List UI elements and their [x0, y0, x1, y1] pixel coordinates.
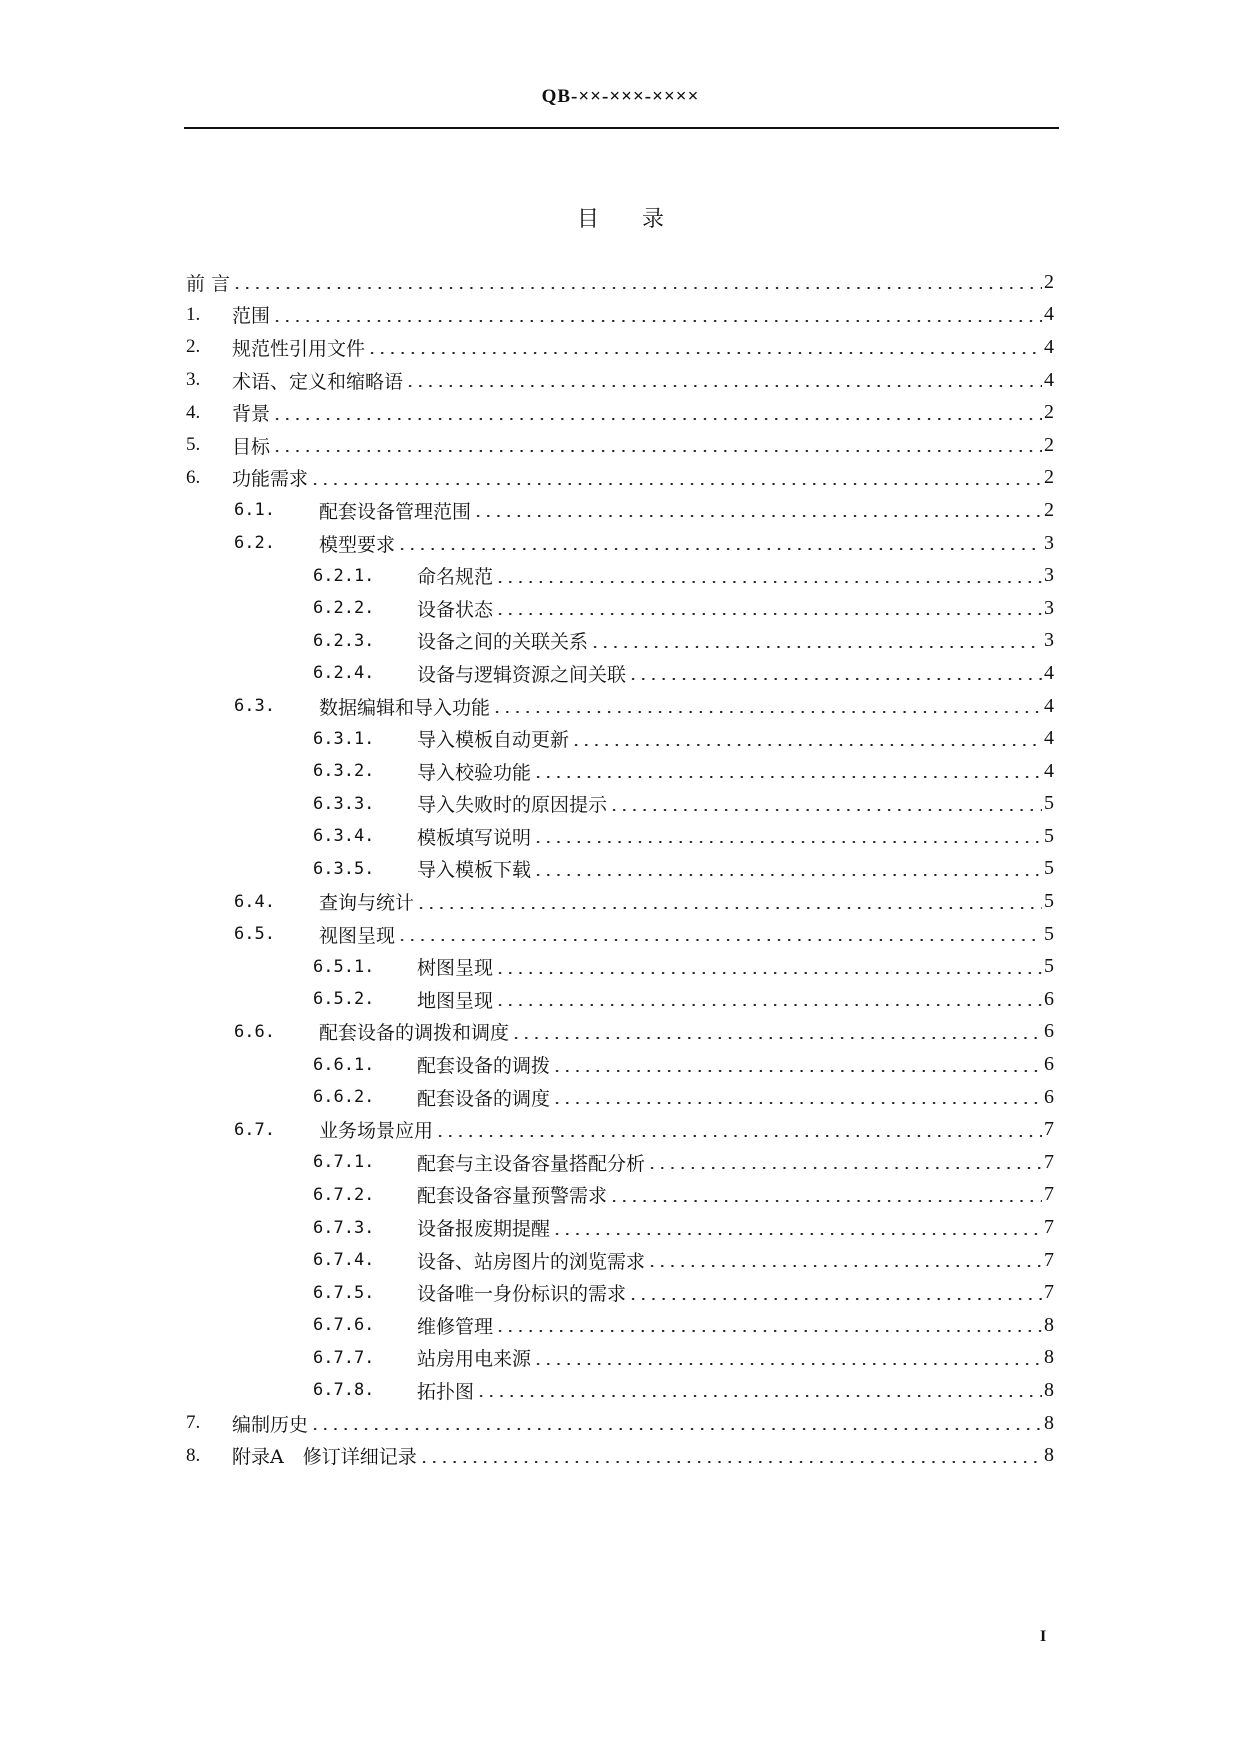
toc-entry-page: 4	[1044, 759, 1054, 782]
toc-dot-leader	[492, 711, 1042, 713]
toc-entry-label: 维修管理	[417, 1315, 494, 1338]
toc-entry-page: 5	[1044, 857, 1054, 880]
toc-entry-page: 8	[1044, 1378, 1054, 1401]
toc-entry-number: 6.5.2.	[313, 989, 375, 1010]
toc-entry-number: 3.	[186, 369, 201, 391]
toc-entry[interactable]	[186, 1016, 1054, 1049]
toc-entry-page: 2	[1044, 433, 1054, 456]
toc-dot-leader	[533, 776, 1042, 778]
toc-entry-page: 5	[1044, 792, 1054, 815]
toc-entry[interactable]	[186, 1081, 1054, 1114]
toc-entry[interactable]	[186, 1276, 1054, 1309]
toc-entry[interactable]	[186, 429, 1054, 462]
toc-dot-leader	[310, 1428, 1042, 1430]
toc-dot-leader	[495, 1004, 1042, 1006]
toc-entry[interactable]	[186, 396, 1054, 429]
toc-entry[interactable]	[186, 559, 1054, 592]
toc-entry-label: 配套设备容量预警需求	[417, 1185, 608, 1208]
toc-entry-number: 6.7.6.	[313, 1315, 375, 1336]
toc-entry-number: 2.	[186, 336, 201, 358]
toc-entry-number: 6.6.2.	[313, 1087, 375, 1108]
toc-entry[interactable]	[186, 1244, 1054, 1277]
toc-entry-label: 业务场景应用	[319, 1120, 434, 1143]
toc-entry-number: 6.7.	[234, 1119, 275, 1140]
toc-entry[interactable]	[186, 527, 1054, 560]
toc-dot-leader	[232, 287, 1042, 289]
toc-entry-page: 6	[1044, 1020, 1054, 1043]
toc-entry-label: 设备唯一身份标识的需求	[417, 1283, 627, 1306]
toc-entry-page: 6	[1044, 1085, 1054, 1108]
toc-dot-leader	[495, 613, 1042, 615]
toc-entry-page: 4	[1044, 694, 1054, 717]
toc-entry[interactable]	[186, 885, 1054, 918]
toc-entry[interactable]	[186, 820, 1054, 853]
toc-entry-page: 7	[1044, 1281, 1054, 1304]
toc-entry-page: 3	[1044, 596, 1054, 619]
toc-dot-leader	[495, 1330, 1042, 1332]
toc-entry-number: 6.2.1.	[313, 565, 375, 586]
toc-entry-label: 规范性引用文件	[232, 337, 366, 360]
toc-dot-leader	[397, 939, 1042, 941]
toc-entry-page: 4	[1044, 368, 1054, 391]
toc-entry-page: 4	[1044, 727, 1054, 750]
toc-entry-label: 地图呈现	[417, 989, 494, 1012]
toc-entry-label: 查询与统计	[319, 892, 415, 915]
toc-entry-label: 范围	[232, 305, 271, 328]
toc-entry-page: 4	[1044, 303, 1054, 326]
header-rule	[184, 127, 1059, 129]
toc-dot-leader	[647, 1265, 1042, 1267]
toc-entry-label: 配套设备的调拨和调度	[319, 1022, 510, 1045]
toc-entry[interactable]	[186, 592, 1054, 625]
toc-entry-number: 8.	[186, 1444, 201, 1466]
toc-entry-number: 6.2.2.	[313, 598, 375, 619]
toc-entry[interactable]	[186, 1309, 1054, 1342]
toc-dot-leader	[272, 418, 1042, 420]
toc-entry[interactable]	[186, 462, 1054, 495]
toc-dot-leader	[552, 1102, 1042, 1104]
toc-entry-label: 导入失败时的原因提示	[417, 794, 608, 817]
toc-entry[interactable]	[186, 1179, 1054, 1212]
toc-entry-label: 配套设备的调度	[417, 1087, 551, 1110]
toc-dot-leader	[495, 972, 1042, 974]
toc-entry-number: 6.7.7.	[313, 1347, 375, 1368]
toc-entry[interactable]	[186, 299, 1054, 332]
toc-entry-number: 6.7.3.	[313, 1217, 375, 1238]
toc-entry-page: 8	[1044, 1411, 1054, 1434]
toc-dot-leader	[511, 1037, 1042, 1039]
toc-entry[interactable]	[186, 853, 1054, 886]
toc-dot-leader	[533, 841, 1042, 843]
toc-entry-label: 配套设备的调拨	[417, 1055, 551, 1078]
toc-dot-leader	[552, 1233, 1042, 1235]
toc-entry[interactable]	[186, 722, 1054, 755]
toc-entry-number: 7.	[186, 1412, 201, 1434]
toc-entry[interactable]	[186, 1211, 1054, 1244]
toc-entry[interactable]	[186, 364, 1054, 397]
toc-entry-number: 6.3.	[234, 696, 275, 717]
toc-entry[interactable]	[186, 755, 1054, 788]
toc-entry-label: 功能需求	[232, 468, 309, 491]
toc-entry-page: 3	[1044, 531, 1054, 554]
toc-dot-leader	[647, 1167, 1042, 1169]
toc-entry-label: 目标	[232, 435, 271, 458]
toc-entry-number: 6.7.4.	[313, 1250, 375, 1271]
toc-entry-label: 模板填写说明	[417, 826, 532, 849]
toc-entry-label: 导入模板下载	[417, 859, 532, 882]
toc-entry-number: 6.1.	[234, 500, 275, 521]
toc-title: 目 录	[577, 207, 682, 232]
toc-entry-label: 导入模板自动更新	[417, 729, 570, 752]
toc-entry-label: 配套设备管理范围	[319, 500, 472, 523]
toc-entry-label: 设备与逻辑资源之间关联	[417, 663, 627, 686]
toc-entry-page: 5	[1044, 824, 1054, 847]
toc-entry-number: 6.3.4.	[313, 826, 375, 847]
toc-entry-label: 设备报废期提醒	[417, 1218, 551, 1241]
toc-entry-label: 设备之间的关联关系	[417, 631, 589, 654]
toc-entry-label: 模型要求	[319, 533, 396, 556]
toc-entry-number: 6.5.	[234, 924, 275, 945]
toc-entry-number: 6.4.	[234, 891, 275, 912]
toc-entry-label: 命名规范	[417, 566, 494, 589]
toc-entry-number: 6.6.	[234, 1021, 275, 1042]
toc-entry[interactable]	[186, 983, 1054, 1016]
toc-entry[interactable]	[186, 1113, 1054, 1146]
toc-entry-page: 6	[1044, 987, 1054, 1010]
toc-entry-number: 6.3.1.	[313, 728, 375, 749]
toc-entry[interactable]	[186, 788, 1054, 821]
toc-entry-page: 2	[1044, 498, 1054, 521]
toc-entry-page: 8	[1044, 1313, 1054, 1336]
toc-entry-label: 配套与主设备容量搭配分析	[417, 1152, 646, 1175]
toc-entry[interactable]	[186, 1342, 1054, 1375]
toc-entry-page: 3	[1044, 564, 1054, 587]
toc-dot-leader	[416, 907, 1042, 909]
toc-entry[interactable]	[186, 494, 1054, 527]
toc-entry-number: 1.	[186, 303, 201, 325]
toc-entry-page: 7	[1044, 1216, 1054, 1239]
toc-dot-leader	[367, 352, 1042, 354]
toc-dot-leader	[272, 320, 1042, 322]
toc-entry-page: 2	[1044, 401, 1054, 424]
toc-entry[interactable]	[186, 690, 1054, 723]
toc-entry[interactable]	[186, 331, 1054, 364]
toc-entry[interactable]	[186, 1407, 1054, 1440]
toc-entry-page: 8	[1044, 1444, 1054, 1467]
toc-dot-leader	[495, 581, 1042, 583]
toc-entry-number: 6.6.1.	[313, 1054, 375, 1075]
toc-entry-label: 拓扑图	[417, 1380, 475, 1403]
toc-entry-label: 树图呈现	[417, 957, 494, 980]
toc-entry-number: 6.2.	[234, 533, 275, 554]
toc-entry[interactable]	[186, 950, 1054, 983]
toc-entry-number: 6.7.1.	[313, 1152, 375, 1173]
toc-entry-page: 3	[1044, 629, 1054, 652]
toc-entry-label: 视图呈现	[319, 924, 396, 947]
toc-entry-label: 设备、站房图片的浏览需求	[417, 1250, 646, 1273]
toc-entry-label: 设备状态	[417, 598, 494, 621]
toc-entry-number: 6.	[186, 466, 201, 488]
toc-dot-leader	[552, 1070, 1042, 1072]
toc-entry-page: 5	[1044, 922, 1054, 945]
toc-entry-number: 6.3.5.	[313, 858, 375, 879]
toc-entry-page: 7	[1044, 1248, 1054, 1271]
toc-entry-label: 站房用电来源	[417, 1348, 532, 1371]
toc-entry[interactable]	[186, 657, 1054, 690]
toc-entry-page: 7	[1044, 1150, 1054, 1173]
toc-dot-leader	[405, 385, 1042, 387]
toc-dot-leader	[310, 483, 1042, 485]
toc-dot-leader	[272, 450, 1042, 452]
toc-entry[interactable]	[186, 918, 1054, 951]
toc-dot-leader	[435, 1135, 1042, 1137]
toc-dot-leader	[533, 1363, 1042, 1365]
toc-entry-page: 4	[1044, 661, 1054, 684]
toc-entry-number: 6.2.4.	[313, 663, 375, 684]
toc-entry-number: 6.7.5.	[313, 1282, 375, 1303]
toc-entry-label: 导入校验功能	[417, 761, 532, 784]
toc-entry-label: 数据编辑和导入功能	[319, 696, 491, 719]
toc-entry-page: 5	[1044, 890, 1054, 913]
toc-entry-page: 2	[1044, 466, 1054, 489]
toc-dot-leader	[609, 1200, 1042, 1202]
toc-entry[interactable]	[186, 1439, 1054, 1472]
toc-entry-page: 6	[1044, 1053, 1054, 1076]
toc-entry-number: 6.3.2.	[313, 761, 375, 782]
toc-entry-page: 7	[1044, 1118, 1054, 1141]
toc-dot-leader	[628, 678, 1042, 680]
toc-entry[interactable]	[186, 1146, 1054, 1179]
toc-entry-page: 5	[1044, 955, 1054, 978]
toc-entry-label: 前 言	[186, 272, 231, 295]
toc-entry-label: 术语、定义和缩略语	[232, 370, 404, 393]
toc-entry[interactable]	[186, 266, 1054, 299]
page-number: I	[1040, 1628, 1047, 1645]
toc-entry-page: 4	[1044, 335, 1054, 358]
toc-dot-leader	[571, 744, 1042, 746]
table-of-contents	[186, 266, 1054, 1472]
toc-dot-leader	[628, 1298, 1042, 1300]
toc-dot-leader	[590, 646, 1042, 648]
toc-entry-label: 附录A 修订详细记录	[232, 1446, 417, 1469]
toc-entry[interactable]	[186, 1374, 1054, 1407]
toc-entry-number: 6.2.3.	[313, 630, 375, 651]
toc-entry-number: 6.5.1.	[313, 956, 375, 977]
toc-entry[interactable]	[186, 1048, 1054, 1081]
toc-entry-number: 5.	[186, 434, 201, 456]
toc-dot-leader	[476, 1395, 1042, 1397]
toc-entry-page: 7	[1044, 1183, 1054, 1206]
toc-entry-number: 6.7.2.	[313, 1184, 375, 1205]
toc-entry-page: 2	[1044, 270, 1054, 293]
toc-entry-number: 6.7.8.	[313, 1380, 375, 1401]
toc-entry-label: 编制历史	[232, 1413, 309, 1436]
toc-dot-leader	[609, 809, 1042, 811]
toc-entry[interactable]	[186, 625, 1054, 658]
toc-entry-number: 4.	[186, 401, 201, 423]
toc-entry-page: 8	[1044, 1346, 1054, 1369]
toc-dot-leader	[419, 1461, 1042, 1463]
toc-dot-leader	[397, 548, 1042, 550]
toc-entry-number: 6.3.3.	[313, 793, 375, 814]
toc-dot-leader	[473, 515, 1042, 517]
toc-dot-leader	[533, 874, 1042, 876]
toc-entry-label: 背景	[232, 403, 271, 426]
document-code-header: QB-××-×××-××××	[541, 86, 700, 107]
